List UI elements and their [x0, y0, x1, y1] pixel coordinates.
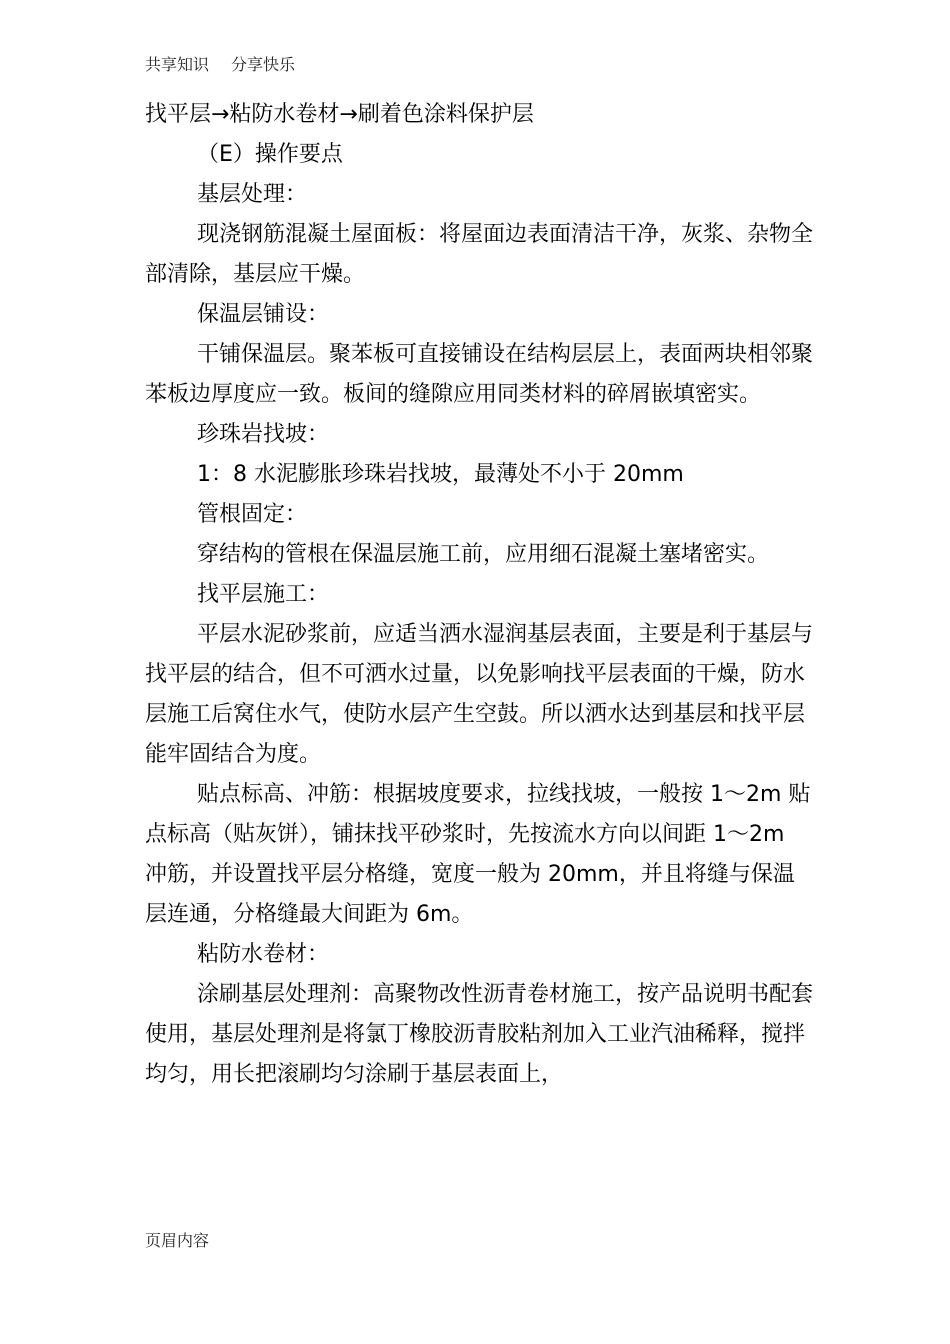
membrane-text: 涂刷基层处理剂：高聚物改性沥青卷材施工，按产品说明书配套使用，基层处理剂是将氯丁橡胶沥青胶粘剂加入工业汽油稀释，搅拌均匀，用长把滚刷均匀涂刷于基层表面上，	[145, 982, 814, 1087]
header-right-text: 分享快乐	[231, 55, 296, 74]
pipe-fixing-text: 穿结构的管根在保温层施工前，应用细石混凝土塞堵密实。	[197, 542, 770, 567]
section-heading: （E）操作要点	[197, 142, 343, 167]
insulation-text: 干铺保温层。聚苯板可直接铺设在结构层层上，表面两块相邻聚苯板边厚度应一致。板间的缝隙应用同类材料的碎屑嵌填密实。	[145, 342, 814, 407]
process-flow: 找平层→粘防水卷材→刷着色涂料保护层	[145, 102, 534, 127]
base-treatment-title: 基层处理：	[197, 182, 308, 207]
perlite-slope-text: 1：8 水泥膨胀珍珠岩找坡，最薄处不小于 20mm	[197, 462, 684, 487]
marking-text: 贴点标高、冲筋：根据坡度要求，拉线找坡，一般按 1～2m 贴点标高（贴灰饼），铺抹找平砂浆时，先按流水方向以间距 1～2m 冲筋，并设置找平层分格缝，宽度一般为 20mm，并且将缝与保温层连通，分格缝最大间距为 6m。	[145, 782, 811, 927]
membrane-title: 粘防水卷材：	[197, 942, 330, 967]
page-footer: 页眉内容	[145, 1231, 210, 1250]
perlite-slope-title: 珍珠岩找坡：	[197, 422, 330, 447]
insulation-title: 保温层铺设：	[197, 302, 330, 327]
leveling-text: 平层水泥砂浆前，应适当洒水湿润基层表面，主要是利于基层与找平层的结合，但不可洒水过量，以免影响找平层表面的干燥，防水层施工后窝住水气，使防水层产生空鼓。所以洒水达到基层和找平层能牢固结合为度。	[145, 622, 814, 767]
page-header	[145, 52, 295, 75]
header-left-text: 共享知识	[145, 55, 210, 74]
base-treatment-text: 现浇钢筋混凝土屋面板：将屋面边表面清洁干净，灰浆、杂物全部清除，基层应干燥。	[145, 222, 814, 287]
document-body	[145, 95, 813, 1095]
leveling-title: 找平层施工：	[197, 582, 330, 607]
pipe-fixing-title: 管根固定：	[197, 502, 308, 527]
